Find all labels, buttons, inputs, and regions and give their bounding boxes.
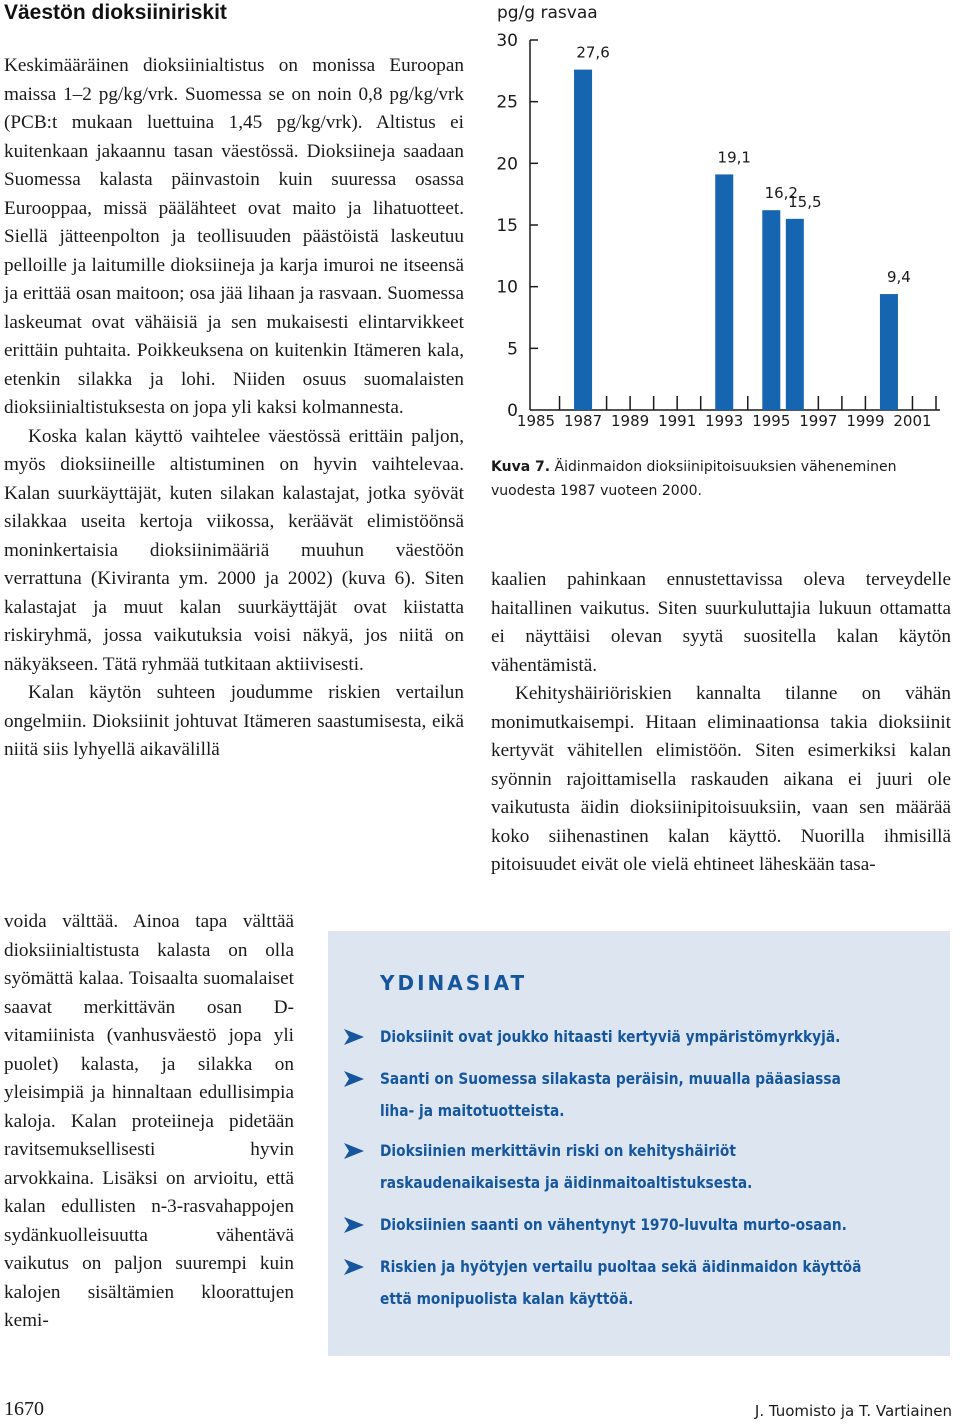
figure-caption-text: Äidinmaidon dioksiinipitoisuuksien väheneminen vuodesta 1987 vuoteen 2000.: [491, 459, 897, 499]
y-axis-label: pg/g rasvaa: [497, 3, 598, 23]
figure-caption-label: Kuva 7.: [491, 459, 551, 475]
arrow-bullet-icon: [342, 1141, 366, 1161]
bar-value-label: 9,4: [887, 268, 911, 287]
key-point-item: Dioksiinit ovat joukko hitaasti kertyviä ympäristömyrkkyjä.: [380, 1027, 841, 1046]
key-points-heading: YDINASIAT: [380, 971, 528, 995]
bar-value-label: 15,5: [788, 192, 822, 211]
x-tick-label: 2001: [893, 412, 932, 430]
y-tick-label: 0: [507, 401, 518, 421]
x-tick-label: 1997: [799, 412, 838, 430]
body-paragraph: Kalan käytön suhteen joudumme riskien vertailun ongelmiin. Dioksiinit johtuvat Itämeren saastumisesta, eikä niitä siis lyhyellä aikavälillä: [4, 682, 464, 760]
key-point-item: Dioksiinien merkittävin riski on kehityshäiriöt raskaudenaikaisesta ja äidinmaitoaltistuksesta.: [380, 1141, 753, 1192]
y-tick-label: 20: [496, 154, 518, 175]
bar-value-label: 27,6: [576, 43, 610, 62]
body-column-left-narrow: [4, 908, 294, 1336]
bar: [574, 70, 592, 410]
y-tick-label: 5: [507, 339, 518, 360]
y-tick-label: 15: [496, 216, 518, 236]
x-tick-label: 1993: [705, 412, 744, 430]
running-footer-authors: J. Tuomisto ja T. Vartiainen: [754, 1402, 952, 1420]
bar: [762, 210, 780, 410]
y-tick-label: 25: [496, 92, 518, 113]
body-column-right: [491, 566, 951, 880]
x-tick-label: 1989: [611, 412, 650, 430]
article-section-title: Väestön dioksiiniriskit: [4, 1, 227, 24]
key-point-item: Dioksiinien saanti on vähentynyt 1970-luvulta murto-osaan.: [380, 1215, 847, 1234]
y-tick-label: 30: [496, 31, 518, 51]
body-paragraph: voida välttää. Ainoa tapa välttää dioksiinialtistusta kalasta on olla syömättä kalaa. Toisaalta suomalaiset saavat merkittävän osan D-vitamiinista (vanhusväestö jopa yli puolet) kalasta, ja silakka on yleisimpiä ja hinnaltaan edullisimpia kaloja. Kalan proteiineja pidetään ravitsemuksellisesti hyvin arvokkaina. Lisäksi on arvioitu, että kalan edullisten n-3-rasvahappojen sydänkuolleisuutta vähentävä vaikutus on paljon suurempi kuin kalojen sisältämien kloorattujen kemi-: [4, 911, 294, 1331]
arrow-bullet-icon: [342, 1215, 366, 1235]
bar: [880, 294, 898, 410]
key-points-box: [328, 928, 950, 1356]
x-tick-label: 1999: [846, 412, 885, 430]
body-paragraph: Kehityshäiriöriskien kannalta tilanne on vähän monimutkaisempi. Hitaan eliminaationsa takia dioksiinit kertyvät vähitellen elimistöön. Siten esimerkiksi kalan syönnin rajoittamisella raskauden aikana ei juuri ole vaikutusta äidin dioksiinipitoisuuksiin, vaan sen määrää koko siihenastinen kalan käyttö. Nuorilla ihmisillä pitoisuudet eivät ole vielä ehtineet läheskään tasa-: [491, 683, 951, 875]
x-tick-label: 1987: [563, 412, 603, 430]
bar-value-label: 19,1: [717, 148, 751, 167]
body-paragraph: Keskimääräinen dioksiinialtistus on monissa Euroopan maissa 1–2 pg/kg/vrk. Suomessa se on noin 0,8 pg/kg/vrk (PCB:t mukaan luettuina 1,45 pg/kg/vrk). Altistus ei kuitenkaan jakaannu tasan väestössä. Dioksiineja saadaan Suomessa kalasta päinvastoin kuin suuressa osassa Eurooppaa, missä päälähteet ovat maito ja lihatuotteet. Siellä jätteenpolton ja teollisuuden päästöistä laskeutuu pelloille ja laitumille dioksiineja ja karja imuroi ne itseensä ja erittää osan maitoon; osa jää lihaan ja rasvaan. Suomessa laskeumat ovat vähäisiä ja sen mukaisesti elintarvikkeet erittäin puhtaita. Poikkeuksena on kuitenkin Itämeren kala, etenkin silakka ja lohi. Niiden osuus suomalaisten dioksiinialtistuksesta on jopa yli kaksi kolmannesta.: [4, 55, 464, 418]
arrow-bullet-icon: [342, 1257, 366, 1277]
body-paragraph: kaalien pahinkaan ennustettavissa oleva terveydelle haitallinen vaikutus. Siten suurkuluttajia lukuun ottamatta ei näyttäisi olevan syytä suositella kalan käytön vähentämistä.: [491, 569, 951, 676]
bar: [715, 174, 733, 410]
bar: [786, 219, 804, 410]
x-tick-label: 1991: [658, 412, 697, 430]
x-tick-label: 1995: [752, 412, 791, 430]
x-tick-label: 1985: [516, 412, 556, 430]
page-number: 1670: [4, 1398, 44, 1420]
y-tick-label: 10: [496, 277, 518, 298]
key-point-item: Riskien ja hyötyjen vertailu puoltaa sekä äidinmaidon käyttöä että monipuolista kalan käyttöä.: [380, 1257, 862, 1308]
bar-value-label: 16,2: [764, 184, 798, 203]
arrow-bullet-icon: [342, 1027, 366, 1047]
arrow-bullet-icon: [342, 1069, 366, 1089]
body-column-left: [4, 52, 464, 765]
key-point-item: Saanti on Suomessa silakasta peräisin, muualla pääasiassa liha- ja maitotuotteista.: [380, 1069, 841, 1120]
figure-caption: [491, 455, 953, 503]
body-paragraph: Koska kalan käyttö vaihtelee väestössä erittäin paljon, myös dioksiineille altistuminen on hyvin vaihtelevaa. Kalan suurkäyttäjät, kuten silakan kalastajat, jotka syövät silakkaa useita kertoja viikossa, keräävät elimistöönsä moninkertaisia dioksiinimääriä muuhun väestöön verrattuna (Kiviranta ym. 2000 ja 2002) (kuva 6). Siten kalastajat ja muut kalan suurkäyttäjät ovat kiistatta riskiryhmä, jossa vaikutuksia voisi näkyä, jos niitä on näkyäkseen. Tätä ryhmää tutkitaan aktiivisesti.: [4, 425, 464, 675]
dioxin-bar-chart: [480, 0, 950, 440]
